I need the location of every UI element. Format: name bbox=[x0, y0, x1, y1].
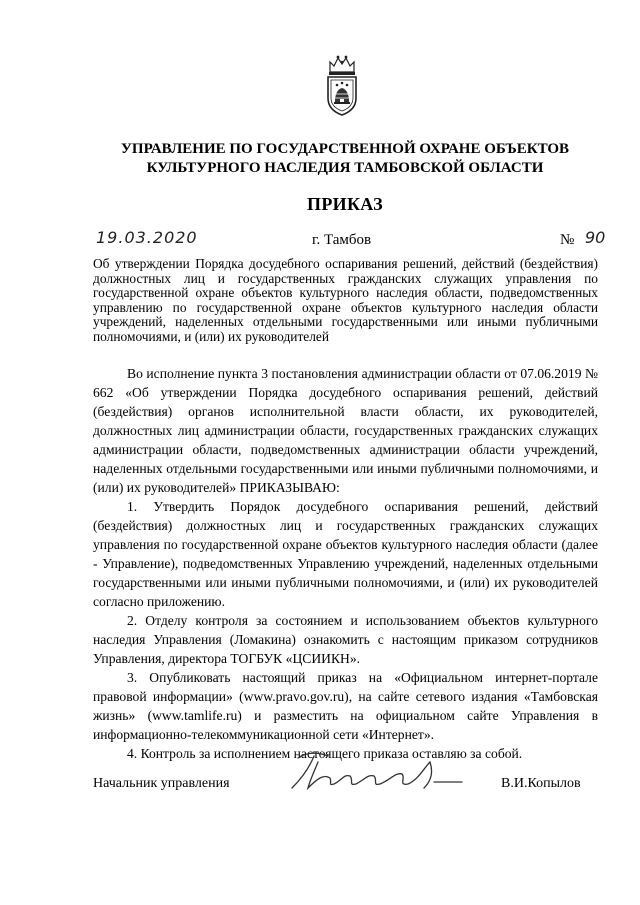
document-type: ПРИКАЗ bbox=[307, 194, 383, 214]
organization-title bbox=[60, 140, 630, 178]
preamble-paragraph: Во исполнение пункта 3 постановления администрации области от 07.06.2019 № 662 «Об утверждении Порядка досудебного оспаривания решений, действий (бездействия) органов исполнительной власти области, их руководителей, должностных лиц администрации области, государственных гражданских служащих администрации области, подведомственных администрации области учреждений, наделенных отдельными государственными или иными публичными полномочиями, и (или) их руководителей» ПРИКАЗЫВАЮ: bbox=[93, 366, 598, 495]
document-subject: Об утверждении Порядка досудебного оспаривания решений, действий (бездействия) должностных лиц и государственных гражданских служащих управления по государственной охране объектов культурного наследия области, подведомственных управлению по государственной охране объектов культурного наследия области учреждений, наделенных отдельными государственными или иными публичными полномочиями, и (или) их руководителей bbox=[93, 256, 598, 344]
order-item-4: 4. Контроль за исполнением настоящего приказа оставляю за собой. bbox=[127, 746, 523, 761]
document-number-sign: № bbox=[560, 232, 575, 248]
handwritten-signature-icon bbox=[284, 748, 468, 796]
order-item-1: 1. Утвердить Порядок досудебного оспаривания решений, действий (бездействия) должностных лиц и государственных гражданских служащих управления по государственной охране объектов культурного наследия области (далее - Управление), подведомственных Управлению учреждений, наделенных отдельными государственными или иными публичными полномочиями, и (или) их руководителей согласно приложению. bbox=[93, 499, 598, 609]
document-body bbox=[93, 364, 598, 763]
signatory-name: В.И.Копылов bbox=[501, 776, 581, 791]
order-item-3: 3. Опубликовать настоящий приказ на «Официальном интернет-портале правовой информации» (www.pravo.gov.ru), на сайте сетевого издания «Тамбовская жизнь» (www.tamlife.ru) и разместить на официальном сайте Управления в информационно-телекоммуникационной сети «Интернет». bbox=[93, 670, 598, 742]
document-number: 90 bbox=[585, 228, 606, 247]
document-city: г. Тамбов bbox=[312, 232, 372, 248]
order-item-2: 2. Отделу контроля за состоянием и использованием объектов культурного наследия Управления (Ломакина) ознакомить с настоящим приказом сотрудников Управления, директора ТОГБУК «ЦСИИКН». bbox=[93, 613, 598, 666]
coat-of-arms-icon bbox=[322, 52, 362, 118]
signatory-position: Начальник управления bbox=[93, 776, 230, 791]
organization-title-line-1: УПРАВЛЕНИЕ ПО ГОСУДАРСТВЕННОЙ ОХРАНЕ ОБЪЕКТОВ bbox=[120, 141, 570, 157]
document-date: 19.03.2020 bbox=[96, 228, 198, 247]
organization-title-line-2: КУЛЬТУРНОГО НАСЛЕДИЯ ТАМБОВСКОЙ ОБЛАСТИ bbox=[146, 160, 544, 176]
